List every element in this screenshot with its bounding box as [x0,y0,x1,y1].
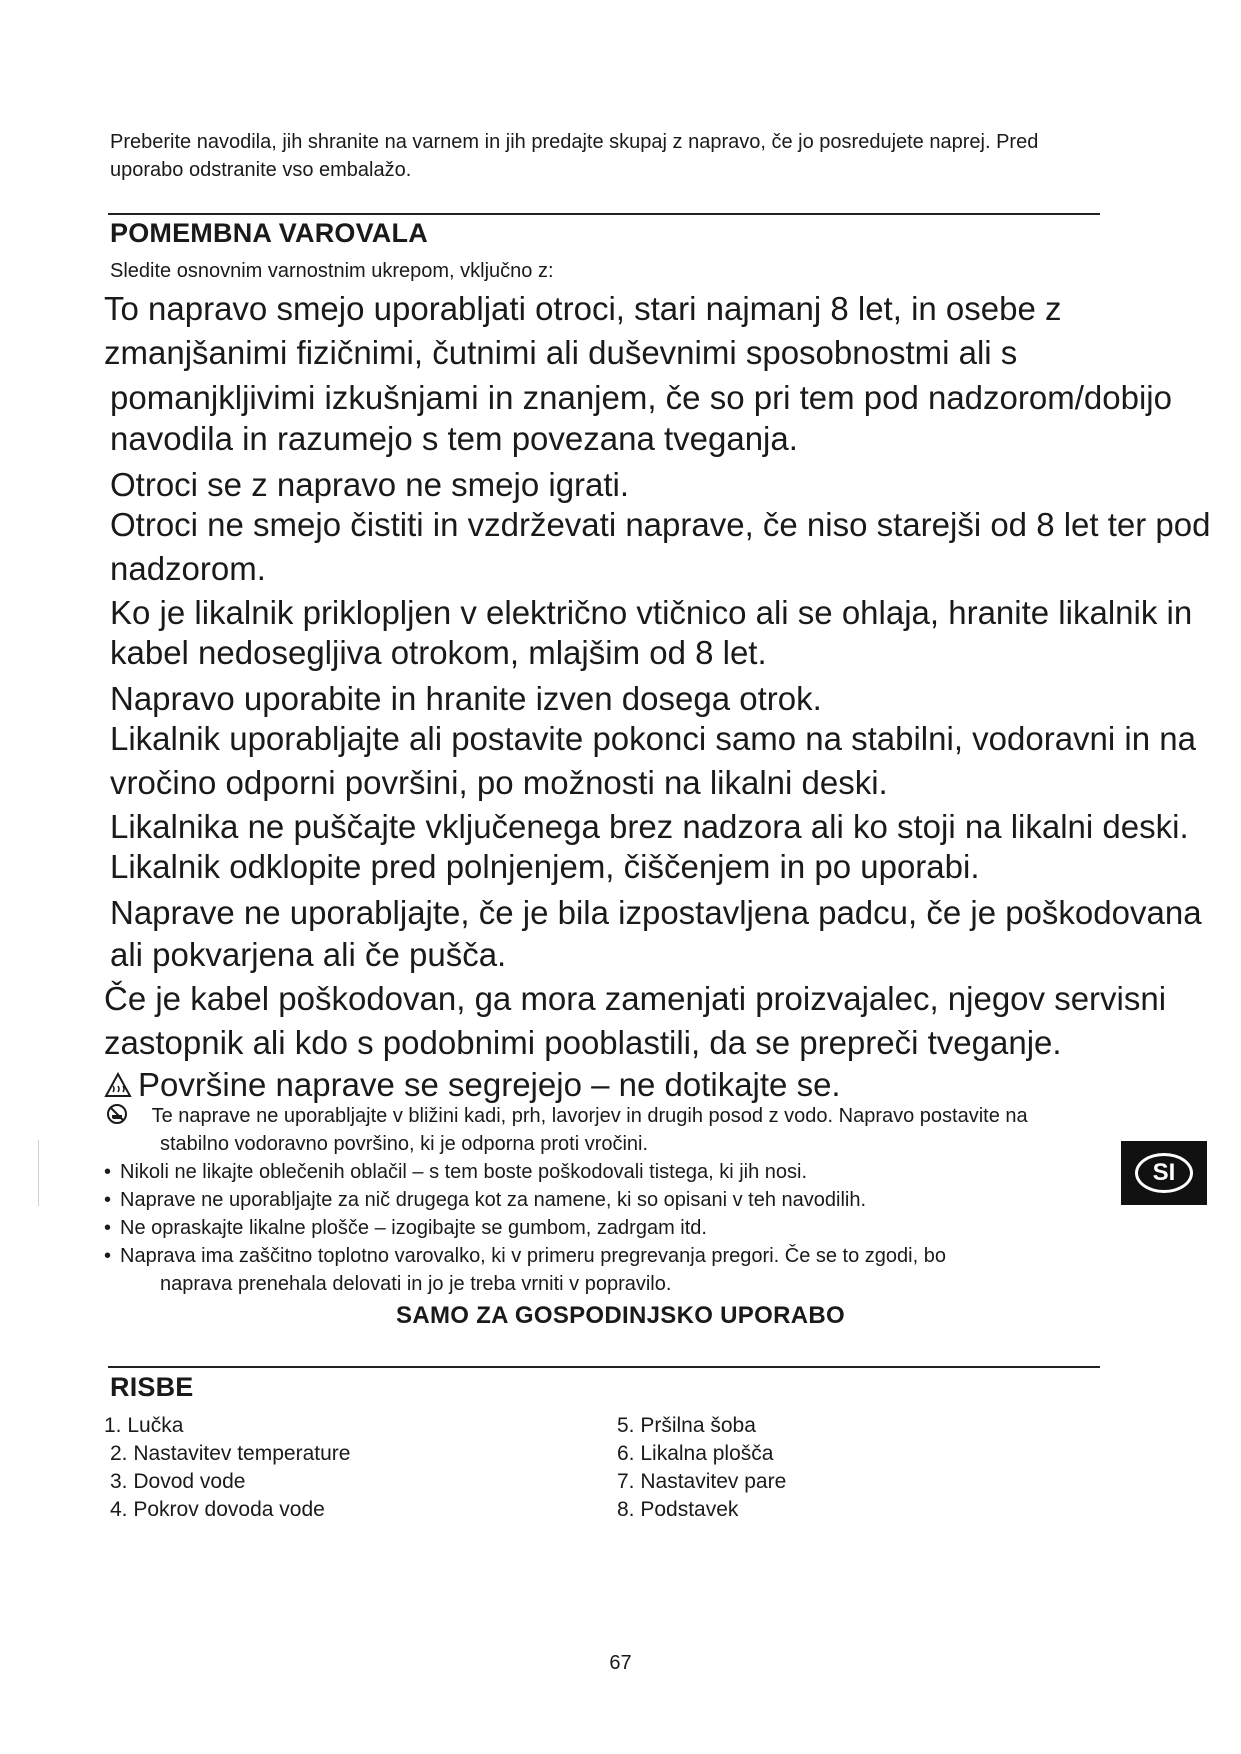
safety-line: Če je kabel poškodovan, ga mora zamenjati proizvajalec, njegov servisni [104,980,1167,1017]
intro-line-2: uporabo odstranite vso embalažo. [110,159,412,181]
bullet-text: Nikoli ne likajte oblečenih oblačil – s tem boste poškodovali tistega, ki jih nosi. [120,1161,808,1183]
safety-line: Otroci ne smejo čistiti in vzdrževati naprave, če niso starejši od 8 let ter pod [110,506,1211,543]
bullet-text: Naprave ne uporabljajte za nič drugega kot za namene, ki so opisani v teh navodilih. [120,1189,867,1211]
safety-line: pomanjkljivimi izkušnjami in znanjem, če so pri tem pod nadzorom/dobijo [110,379,1172,416]
figure-label: 3. Dovod vode [110,1470,246,1493]
language-badge-label: SI [1135,1153,1193,1193]
safety-line: Likalnika ne puščajte vključenega brez nadzora ali ko stoji na likalni deski. [110,808,1189,845]
safety-line: Likalnik uporabljajte ali postavite pokonci samo na stabilni, vodoravni in na [110,720,1196,757]
safety-line: To napravo smejo uporabljati otroci, stari najmanj 8 let, in osebe z [104,290,1062,327]
intro-text [110,128,1120,184]
no-bath-icon [106,1103,128,1125]
figure-label: 6. Likalna plošča [617,1442,774,1465]
safety-line: ali pokvarjena ali če pušča. [110,936,507,973]
figure-label: 4. Pokrov dovoda vode [110,1498,325,1521]
bullet-item [104,1186,866,1214]
figure-label: 2. Nastavitev temperature [110,1442,351,1465]
figure-label: 5. Pršilna šoba [617,1414,756,1437]
hot-surface-warning-text: Površine naprave se segrejejo – ne dotikajte se. [138,1066,841,1103]
safety-line: kabel nedosegljiva otrokom, mlajšim od 8 let. [110,634,767,671]
safety-line: Naprave ne uporabljajte, če je bila izpostavljena padcu, če je poškodovana [110,894,1202,931]
bullet-item [104,1242,946,1270]
safety-line: zmanjšanimi fizičnimi, čutnimi ali duševnimi sposobnostmi ali s [104,334,1018,371]
bullet-dot: • [104,1245,112,1267]
water-warning [106,1102,1028,1130]
safety-subheading: Sledite osnovnim varnostnim ukrepom, vključno z: [110,260,554,282]
safety-line: zastopnik ali kdo s podobnimi pooblastili, da se prepreči tveganje. [104,1024,1062,1061]
bullet-dot: • [104,1161,112,1183]
margin-mark [38,1140,39,1206]
bullet-item [104,1158,807,1186]
figure-label: 8. Podstavek [617,1498,739,1521]
bullet-item [104,1214,707,1242]
water-warning-line-2: stabilno vodoravno površino, ki je odporna proti vročini. [160,1133,649,1155]
safety-line: Napravo uporabite in hranite izven dosega otrok. [110,680,822,717]
page-number: 67 [609,1652,632,1674]
section-divider [108,213,1100,215]
bullet-continuation: naprava prenehala delovati in jo je treba vrniti v popravilo. [160,1273,672,1295]
language-badge [1121,1141,1207,1205]
safety-heading: POMEMBNA VAROVALA [110,218,428,248]
bullet-text: Ne opraskajte likalne plošče – izogibajte se gumbom, zadrgam itd. [120,1217,707,1239]
figure-label: 7. Nastavitev pare [617,1470,787,1493]
figures-heading: RISBE [110,1372,194,1402]
water-warning-line-1: Te naprave ne uporabljajte v bližini kadi, prh, lavorjev in drugih posod z vodo. Napravo postavite na [151,1105,1028,1127]
safety-line: Likalnik odklopite pred polnjenjem, čiščenjem in po uporabi. [110,848,980,885]
bullet-dot: • [104,1189,112,1211]
domestic-use-notice: SAMO ZA GOSPODINJSKO UPORABO [396,1302,845,1329]
section-divider [108,1366,1100,1368]
safety-line: nadzorom. [110,550,266,587]
hot-surface-warning [104,1064,841,1106]
safety-line: navodila in razumejo s tem povezana tveganja. [110,420,798,457]
bullet-dot: • [104,1217,112,1239]
intro-line-1: Preberite navodila, jih shranite na varnem in jih predajte skupaj z napravo, če jo posredujete naprej. Pred [110,131,1039,153]
safety-line: Ko je likalnik priklopljen v električno vtičnico ali se ohlaja, hranite likalnik in [110,594,1193,631]
safety-line: Otroci se z napravo ne smejo igrati. [110,466,630,503]
bullet-text: Naprava ima zaščitno toplotno varovalko, ki v primeru pregrevanja pregori. Če se to zgodi, bo [120,1245,946,1267]
hot-surface-warning-icon [104,1072,132,1098]
safety-line: vročino odporni površini, po možnosti na likalni deski. [110,764,888,801]
figure-label: 1. Lučka [104,1414,184,1437]
